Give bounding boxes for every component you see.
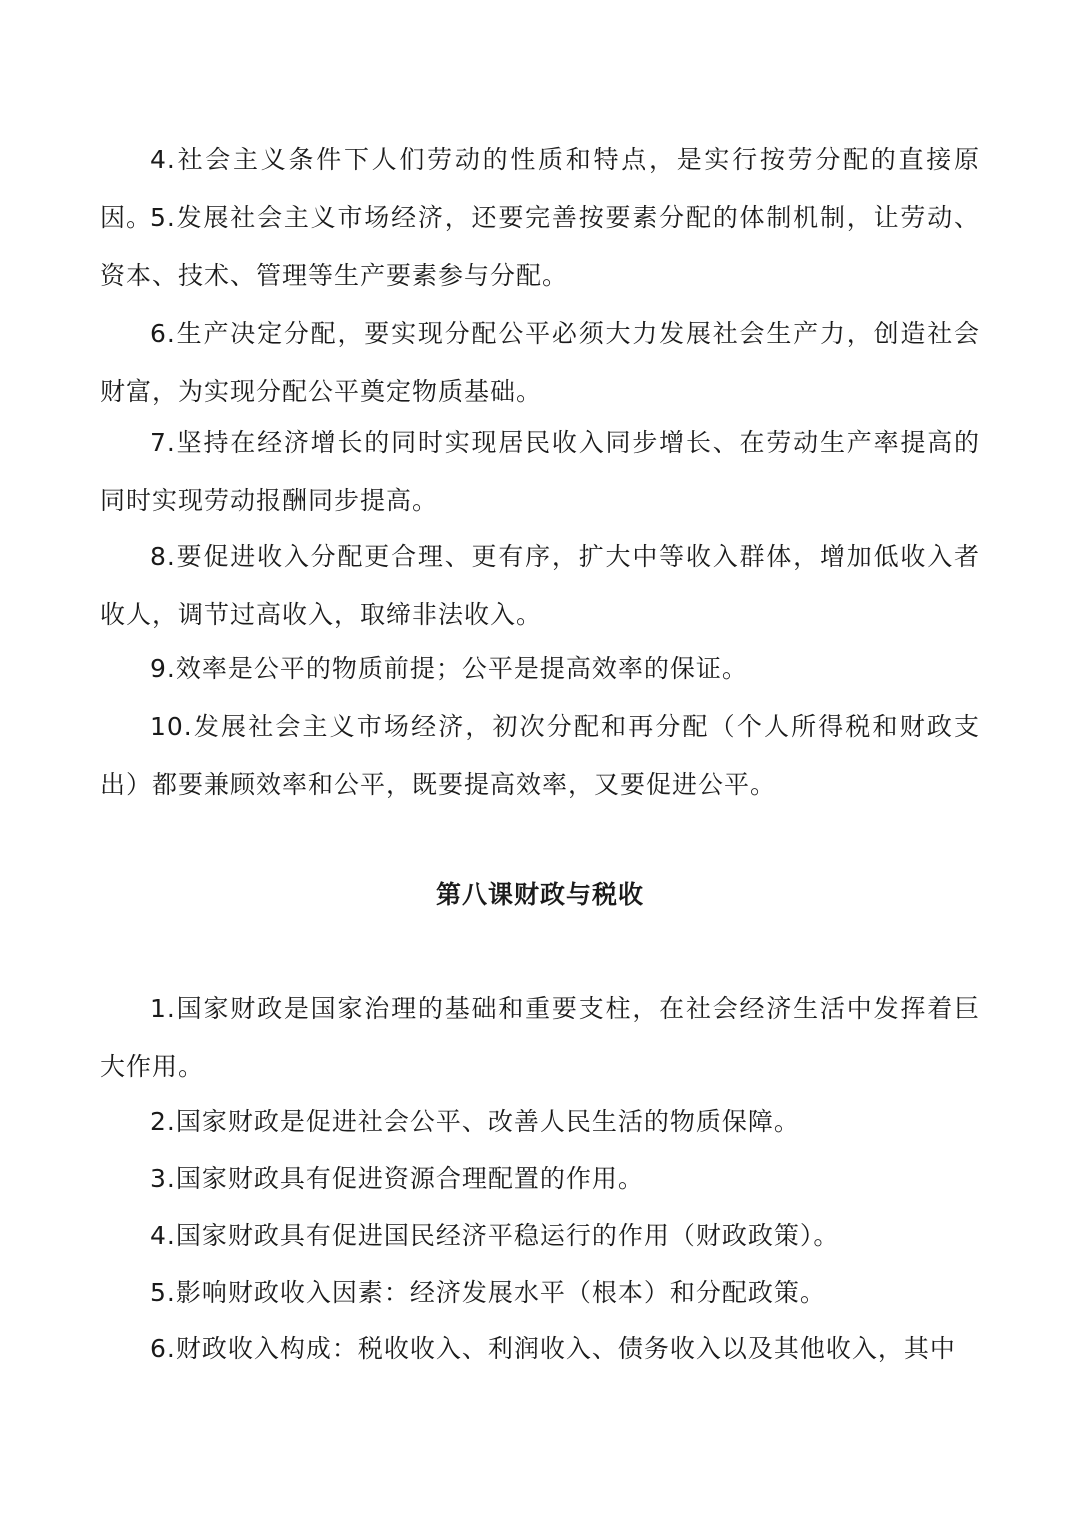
paragraph-item-5: 5.发展社会主义市场经济，还要完善按要素分配的体制机制，让劳动、资本、技术、管理等生产要素参与分配。 (100, 203, 980, 290)
paragraph-item-7: 7.坚持在经济增长的同时实现居民收入同步增长、在劳动生产率提高的同时实现劳动报酬同步提高。 (100, 428, 980, 515)
paragraph-item-9: 9.效率是公平的物质前提；公平是提高效率的保证。 (150, 654, 748, 683)
paragraph-s8-item-3: 3.国家财政具有促进资源合理配置的作用。 (150, 1164, 644, 1193)
paragraph-s8-item-1: 1.国家财政是国家治理的基础和重要支柱，在社会经济生活中发挥着巨大作用。 (100, 994, 980, 1081)
paragraph-s8-item-6: 6.财政收入构成：税收收入、利润收入、债务收入以及其他收入，其中 (150, 1334, 956, 1363)
paragraph-item-4: 4.社会主义条件下人们劳动的性质和特点，是实行按劳分配的直接原因。 (100, 145, 980, 232)
paragraph-item-10: 10.发展社会主义市场经济，初次分配和再分配（个人所得税和财政支出）都要兼顾效率和公平，既要提高效率，又要促进公平。 (100, 712, 980, 799)
paragraph-item-6: 6.生产决定分配，要实现分配公平必须大力发展社会生产力，创造社会财富，为实现分配公平奠定物质基础。 (100, 319, 980, 406)
section-heading: 第八课财政与税收 (435, 880, 644, 909)
paragraph-s8-item-5: 5.影响财政收入因素：经济发展水平（根本）和分配政策。 (150, 1278, 826, 1307)
paragraph-s8-item-4: 4.国家财政具有促进国民经济平稳运行的作用（财政政策）。 (150, 1221, 840, 1250)
paragraph-item-8: 8.要促进收入分配更合理、更有序，扩大中等收入群体，增加低收入者收人，调节过高收入，取缔非法收入。 (100, 542, 980, 629)
paragraph-s8-item-2: 2.国家财政是促进社会公平、改善人民生活的物质保障。 (150, 1107, 800, 1136)
